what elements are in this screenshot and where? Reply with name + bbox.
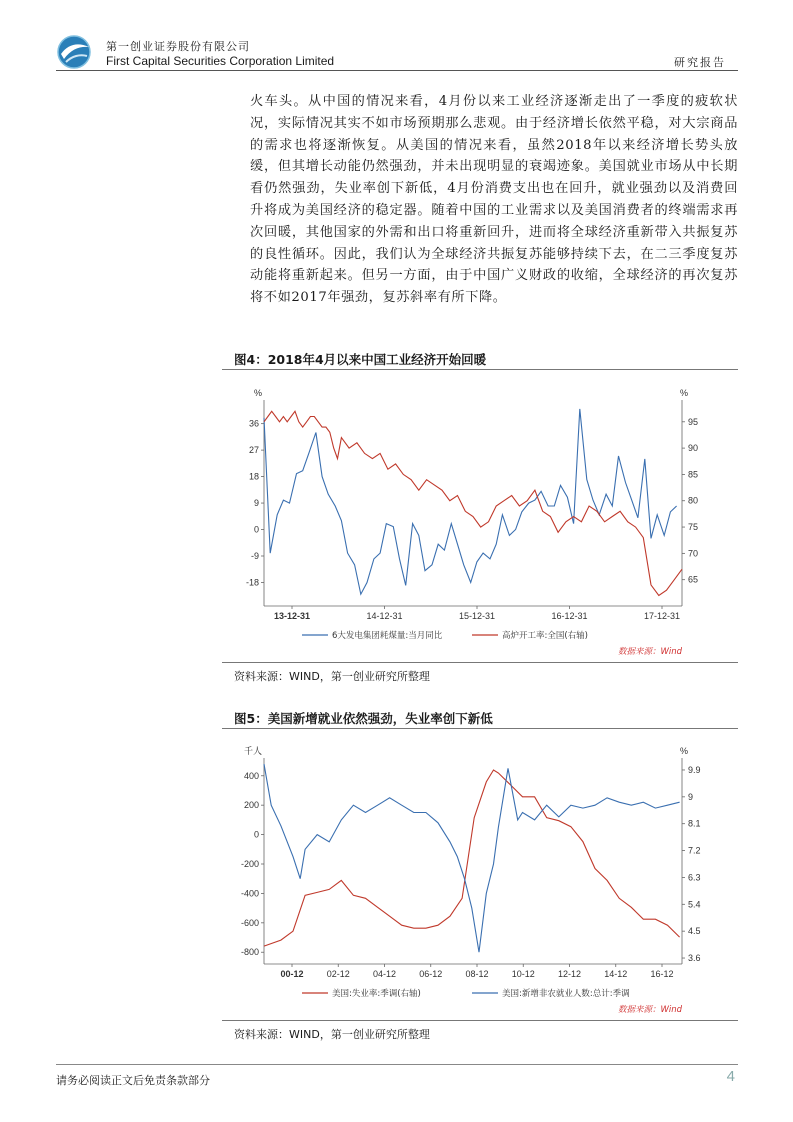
legend-label: 美国:新增非农就业人数:总计:季调: [502, 989, 630, 999]
chart-5-svg: [222, 742, 738, 1018]
figure-4-chart: [222, 384, 738, 660]
footer-disclaimer: 请务必阅读正文后免责条款部分: [56, 1074, 210, 1087]
left-tick-label: 400: [243, 770, 259, 781]
figure-5-top-rule: [222, 728, 738, 729]
right-tick-label: 75: [688, 522, 699, 533]
legend-label: 6大发电集团耗煤量:当月同比: [332, 631, 443, 641]
chart-4-svg: [222, 384, 738, 660]
chart-source-label: 数据来源：Wind: [617, 1005, 682, 1015]
left-tick-label: 36: [248, 418, 259, 429]
footer-divider: [56, 1064, 738, 1065]
left-tick-label: -400: [240, 888, 259, 899]
x-tick-label: 02-12: [326, 969, 350, 979]
right-tick-label: 4.5: [688, 926, 701, 937]
header-divider: [56, 70, 738, 71]
company-name-cn: 第一创业证券股份有限公司: [106, 40, 250, 53]
right-unit-label: %: [680, 388, 689, 398]
x-tick-label: 10-12: [511, 969, 535, 979]
x-tick-label: 16-12: [650, 969, 674, 979]
left-tick-label: 200: [243, 800, 259, 811]
x-tick-label: 14-12-31: [366, 611, 403, 621]
x-tick-label: 16-12-31: [551, 611, 588, 621]
right-tick-label: 65: [688, 574, 699, 585]
body-paragraph: 火车头。从中国的情况来看，4月份以来工业经济逐渐走出了一季度的疲软状况，实际情况其实不如市场预期那么悲观。由于经济增长依然平稳，对大宗商品的需求也将逐渐恢复。从美国的情况来看，虽然2018年以来经济增长势头放缓，但其增长动能仍然强劲，并未出现明显的衰竭迹象。美国就业市场从中长期看仍然强劲，失业率创下新低，4月份消费支出也在回升，就业强劲以及消费回升将成为美国经济的稳定器。随着中国的工业需求以及美国消费者的终端需求再次回暖，其他国家的外需和出口将重新回升，进而将全球经济重新带入共振复苏的良性循环。因此，我们认为全球经济共振复苏能够持续下去，在二三季度复苏动能将重新起来。但另一方面，由于中国广义财政的收缩，全球经济的再次复苏将不如2017年强劲，复苏斜率有所下降。: [250, 94, 738, 306]
figure-5-chart: [222, 742, 738, 1018]
right-tick-label: 9.9: [688, 764, 701, 775]
x-tick-label: 06-12: [419, 969, 443, 979]
left-tick-label: 0: [253, 524, 259, 535]
series-line-2: [264, 764, 680, 952]
right-tick-label: 5.4: [688, 899, 701, 910]
figure-5-title: 图5：美国新增就业依然强劲，失业率创下新低: [234, 711, 493, 726]
x-tick-label: 08-12: [465, 969, 489, 979]
left-tick-label: 18: [248, 471, 259, 482]
report-type-label: 研究报告: [674, 56, 726, 69]
series-line-1: [264, 409, 677, 594]
figure-5-source: 资料来源：WIND，第一创业研究所整理: [234, 1028, 430, 1041]
right-tick-label: 70: [688, 548, 699, 559]
figure-4-bottom-rule: [222, 662, 738, 663]
right-tick-label: 95: [688, 416, 699, 427]
right-tick-label: 9: [688, 791, 694, 802]
x-tick-label: 15-12-31: [458, 611, 496, 621]
left-tick-label: -600: [240, 917, 259, 928]
x-tick-label: 04-12: [372, 969, 397, 979]
left-tick-label: 27: [248, 445, 259, 456]
series-line-2: [264, 411, 682, 595]
right-unit-label: %: [680, 746, 689, 756]
right-tick-label: 85: [688, 469, 699, 480]
x-tick-label: 14-12: [604, 969, 628, 979]
right-tick-label: 7.2: [688, 845, 701, 856]
figure-4-top-rule: [222, 369, 738, 370]
x-tick-label: 17-12-31: [643, 611, 681, 621]
right-tick-label: 3.6: [688, 953, 701, 964]
right-tick-label: 8.1: [688, 818, 701, 829]
right-tick-label: 6.3: [688, 872, 701, 883]
legend-label: 美国:失业率:季调(右轴): [332, 989, 421, 999]
left-tick-label: -800: [240, 947, 259, 958]
company-logo-icon: [56, 34, 92, 70]
x-tick-label: 12-12: [557, 969, 582, 979]
figure-4-title: 图4：2018年4月以来中国工业经济开始回暖: [234, 352, 487, 367]
left-tick-label: 9: [253, 498, 259, 509]
left-tick-label: -9: [250, 551, 259, 561]
left-tick-label: -18: [245, 577, 259, 588]
x-tick-label: 00-12: [280, 969, 304, 979]
right-tick-label: 80: [688, 495, 699, 506]
left-unit-label: %: [253, 388, 262, 398]
x-tick-label: 13-12-31: [273, 611, 311, 621]
chart-source-label: 数据来源：Wind: [617, 647, 682, 657]
figure-4-source: 资料来源：WIND，第一创业研究所整理: [234, 670, 430, 683]
right-tick-label: 90: [688, 443, 699, 454]
figure-5-bottom-rule: [222, 1020, 738, 1021]
left-tick-label: -200: [240, 859, 259, 869]
company-name-en: First Capital Securities Corporation Limited: [106, 54, 335, 68]
page-number: 4: [726, 1068, 735, 1085]
page-header: [56, 30, 738, 72]
series-line-1: [264, 770, 680, 946]
legend-label: 高炉开工率:全国(右轴): [502, 631, 588, 641]
left-tick-label: 0: [253, 829, 259, 840]
left-unit-label: 千人: [243, 746, 262, 756]
